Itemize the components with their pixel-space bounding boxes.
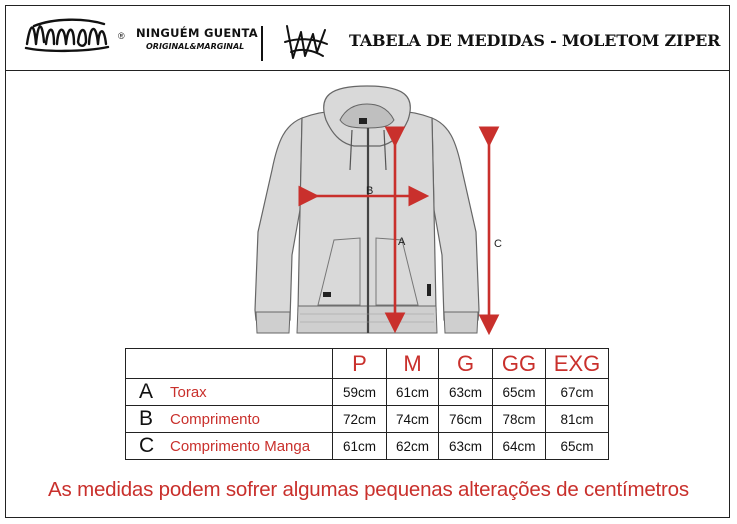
table-cell: 63cm [439,379,493,406]
diagram-label-c: C [494,238,502,250]
measurement-label-cell [126,433,333,460]
table-cell: 63cm [439,433,493,460]
table-cell: 72cm [333,406,387,433]
table-cell: 65cm [546,433,609,460]
table-cell: 59cm [333,379,387,406]
table-cell: 81cm [546,406,609,433]
diagram-label-a: A [398,236,406,248]
page-title: TABELA DE MEDIDAS - MOLETOM ZIPER [349,31,721,50]
registered-mark: ® [118,31,125,41]
size-header-row [126,349,609,379]
table-cell: 76cm [439,406,493,433]
measurement-label: Torax [170,384,207,401]
size-header-exg: EXG [546,349,609,379]
hoodie-illustration [255,86,479,333]
table-cell: 67cm [546,379,609,406]
table-row [126,379,609,406]
measurement-letter: C [139,434,155,457]
measurement-letter: B [139,407,154,430]
table-row [126,433,609,460]
table-cell: 61cm [387,379,439,406]
table-cell: 74cm [387,406,439,433]
table-cell: 61cm [333,433,387,460]
size-header-p: P [333,349,387,379]
footnote: As medidas podem sofrer algumas pequenas alterações de centímetros [48,478,689,501]
brand-name: NINGUÉM GUENTA [136,26,258,40]
measurement-label: Comprimento Manga [170,438,311,455]
measurement-letter: A [139,380,154,403]
table-cell: 65cm [493,379,546,406]
table-row [126,406,609,433]
table-corner-cell [126,349,333,379]
size-header-g: G [439,349,493,379]
measurement-label-cell [126,406,333,433]
diagram-label-b: B [366,185,374,197]
size-header-gg: GG [493,349,546,379]
table-cell: 64cm [493,433,546,460]
measurement-label: Comprimento [170,411,261,428]
size-table [125,348,609,460]
measurement-label-cell [126,379,333,406]
table-cell: 78cm [493,406,546,433]
table-cell: 62cm [387,433,439,460]
brand-tagline: ORIGINAL&MARGINAL [146,42,245,51]
size-header-m: M [387,349,439,379]
